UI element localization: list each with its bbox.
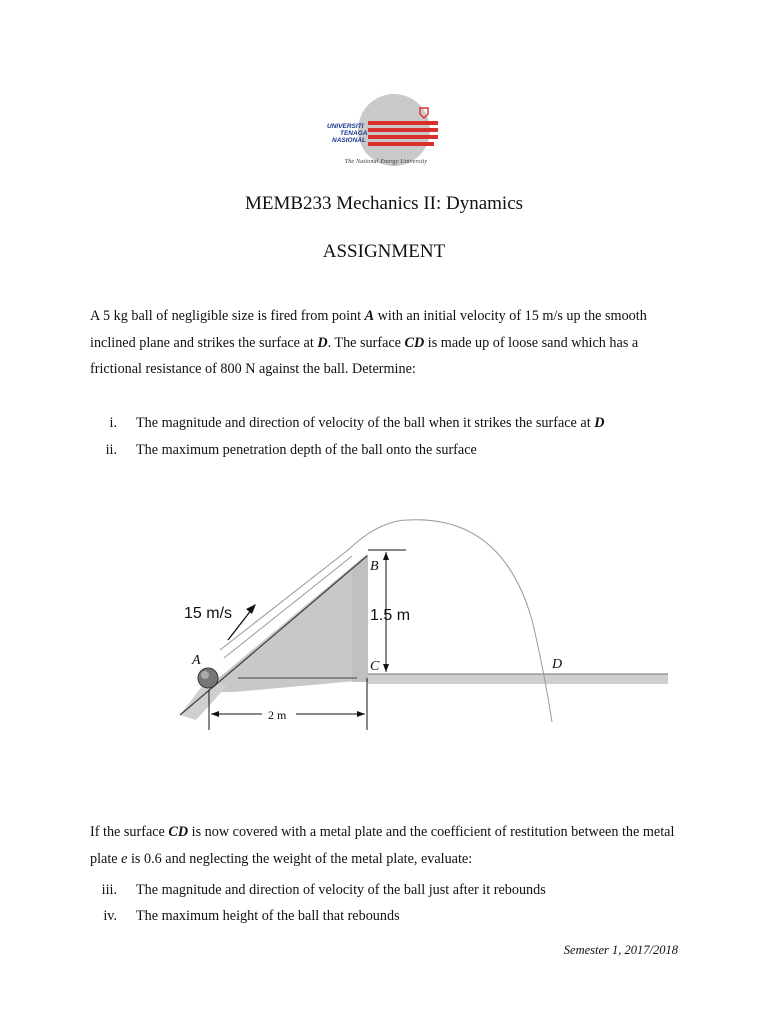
label-a: A [192,653,201,668]
part2-statement: If the surface CD is now covered with a metal plate and the coefficient of restitution between the metal plate e is 0.6 and neglecting the weight of the metal plate, evaluate: [90,824,675,867]
question-text: The magnitude and direction of velocity of the ball just after it rebounds [136,882,546,898]
university-logo [324,94,446,168]
question-number: iii. [101,882,117,898]
course-title: MEMB233 Mechanics II: Dynamics [244,193,524,214]
semester-footer: Semester 1, 2017/2018 [563,943,678,957]
surface-cd-ref: CD [404,334,425,351]
velocity-label: 15 m/s [184,605,233,622]
arrowhead-icon [246,604,256,614]
point-a-ref: A [364,308,375,324]
label-b: B [370,559,379,574]
question-text: The maximum penetration depth of the ball onto the surface [136,442,477,458]
logo-name-line3: NASIONAL [332,137,366,144]
ball [198,668,218,688]
ground-cd [368,674,668,684]
question-item [90,906,690,926]
logo-name-line2: TENAGA [340,130,368,137]
question-text: The maximum height of the ball that rebounds [136,908,400,924]
problem-diagram [172,510,672,740]
label-c: C [370,659,380,674]
question-item [90,413,690,433]
width-label: 2 m [268,708,287,722]
question-number: i. [109,415,117,431]
question-number: ii. [105,442,117,458]
label-d: D [552,657,563,672]
height-label: 1.5 m [370,607,411,624]
logo-stripe [368,142,434,146]
point-d-ref: D [317,334,328,351]
logo-stripe [368,121,438,125]
problem-statement: A 5 kg ball of negligible size is fired from point A with an initial velocity of 15 m/s up the smooth inclined plane and strikes the surface at D. The surface CD is made up of loose sand which has a frictional resistance of 800 N against the ball. Determine: [90,308,647,377]
question-text: The magnitude and direction of velocity of the ball when it strikes the surface at D [136,415,605,431]
ramp-body [202,554,367,692]
wall-c [352,554,368,682]
logo-tagline: The National Energy University [344,159,428,165]
surface-cd-ref: CD [168,824,189,840]
document-type: ASSIGNMENT [322,241,446,262]
logo-stripe [368,135,438,139]
logo-stripe [368,128,438,132]
question-number: iv. [103,908,117,924]
question-item [90,440,690,460]
question-item [90,880,690,900]
restitution-symbol: e [121,850,128,867]
logo-name-line1: UNIVERSITI [327,123,364,130]
